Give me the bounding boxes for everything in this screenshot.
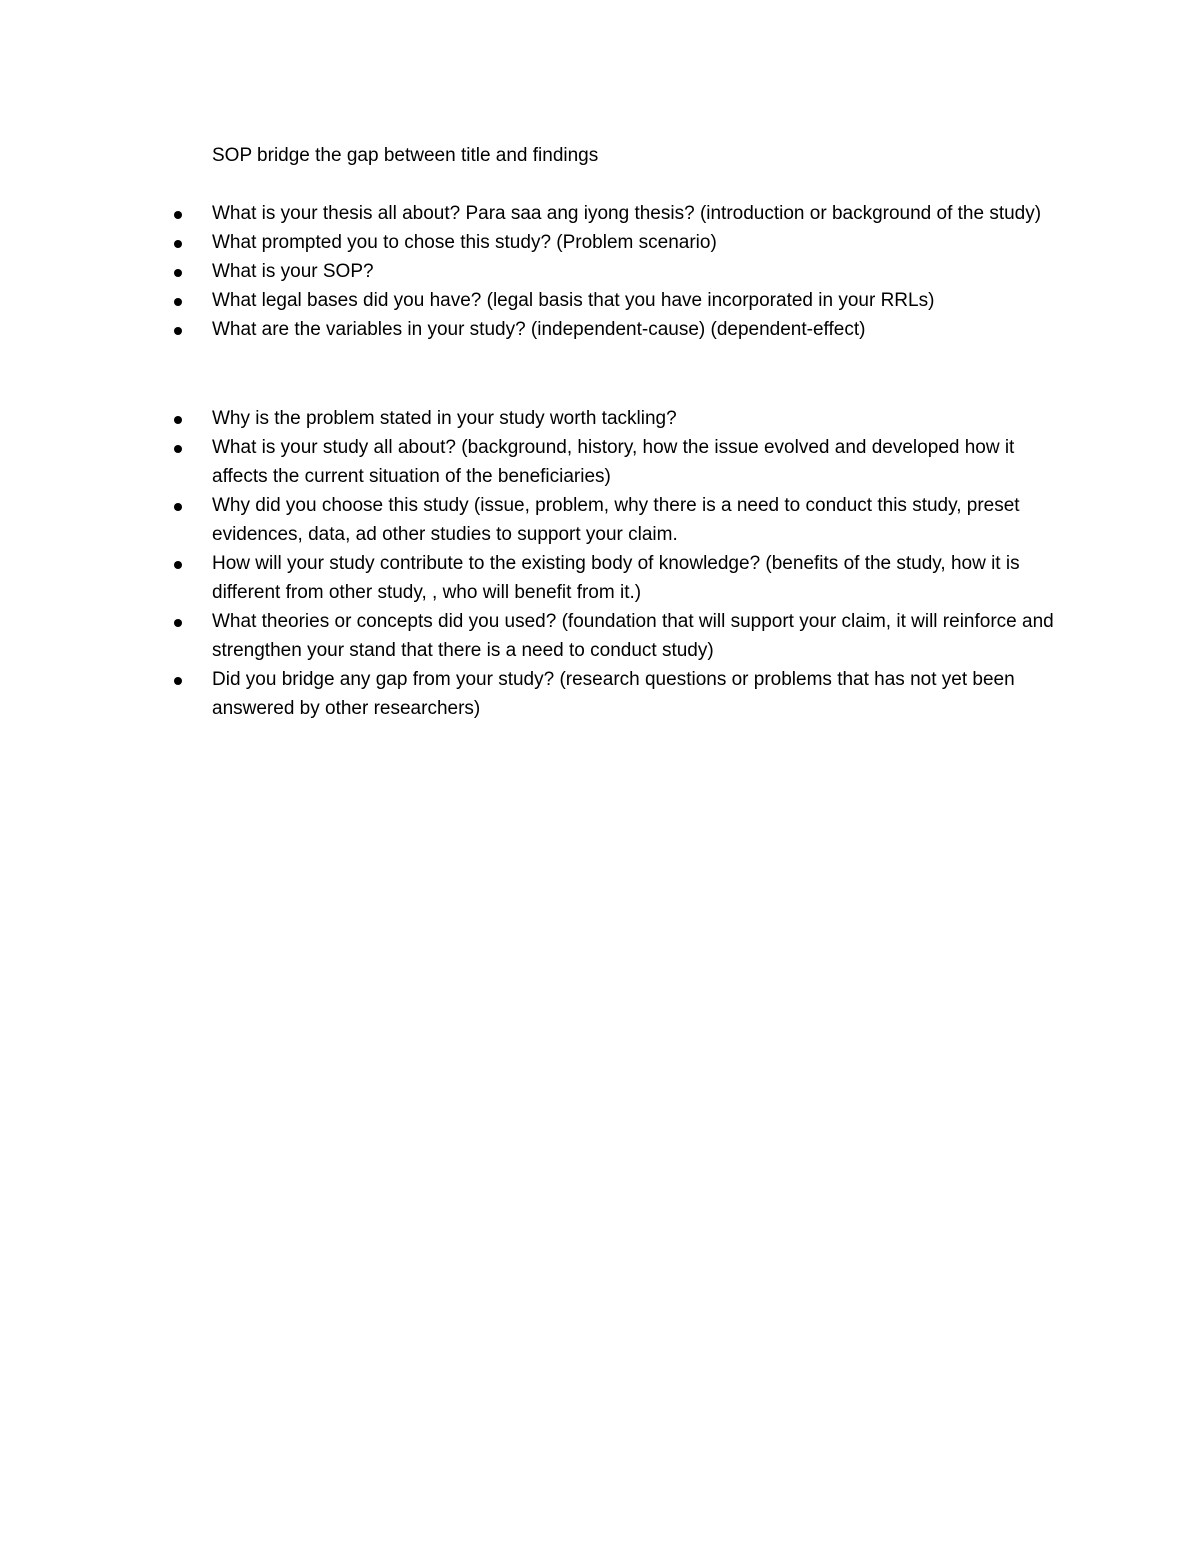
list-item-text: What is your SOP? xyxy=(212,261,374,282)
list-item xyxy=(0,404,1062,433)
list-item-text: What legal bases did you have? (legal basis that you have incorporated in your RRLs) xyxy=(212,290,935,311)
question-list-second xyxy=(0,404,1200,723)
list-item-text: Did you bridge any gap from your study? (research questions or problems that has not yet been answered by other researchers) xyxy=(212,669,1015,719)
list-item-text: What is your thesis all about? Para saa ang iyong thesis? (introduction or background of the study) xyxy=(212,203,1042,224)
bullet-icon xyxy=(174,211,182,219)
list-item-text: Why did you choose this study (issue, problem, why there is a need to conduct this study, preset evidences, data, ad other studies to support your claim. xyxy=(212,495,1020,545)
list-item-text: What prompted you to chose this study? (Problem scenario) xyxy=(212,232,717,253)
bullet-icon xyxy=(174,298,182,306)
list-item xyxy=(0,257,1062,286)
list-item xyxy=(0,315,1062,344)
list-item xyxy=(0,549,1062,607)
document-heading: SOP bridge the gap between title and findings xyxy=(212,145,599,166)
list-item xyxy=(0,491,1062,549)
list-item-text: What are the variables in your study? (independent-cause) (dependent-effect) xyxy=(212,319,866,340)
bullet-icon xyxy=(174,327,182,335)
list-item xyxy=(0,286,1062,315)
bullet-icon xyxy=(174,416,182,424)
list-item-text: How will your study contribute to the existing body of knowledge? (benefits of the study, how it is different from other study, , who will benefit from it.) xyxy=(212,553,1020,603)
list-item xyxy=(0,199,1062,228)
bullet-icon xyxy=(174,445,182,453)
bullet-icon xyxy=(174,503,182,511)
question-list-first xyxy=(0,199,1200,344)
list-item xyxy=(0,607,1062,665)
bullet-icon xyxy=(174,269,182,277)
list-item-text: Why is the problem stated in your study worth tackling? xyxy=(212,408,677,429)
bullet-icon xyxy=(174,677,182,685)
list-item xyxy=(0,665,1062,723)
list-item-text: What theories or concepts did you used? (foundation that will support your claim, it will reinforce and strengthen your stand that there is a need to conduct study) xyxy=(212,611,1054,661)
bullet-icon xyxy=(174,240,182,248)
list-item xyxy=(0,228,1062,257)
list-item xyxy=(0,433,1062,491)
bullet-icon xyxy=(174,619,182,627)
bullet-icon xyxy=(174,561,182,569)
list-item-text: What is your study all about? (background, history, how the issue evolved and developed how it affects the current situation of the beneficiaries) xyxy=(212,437,1015,487)
